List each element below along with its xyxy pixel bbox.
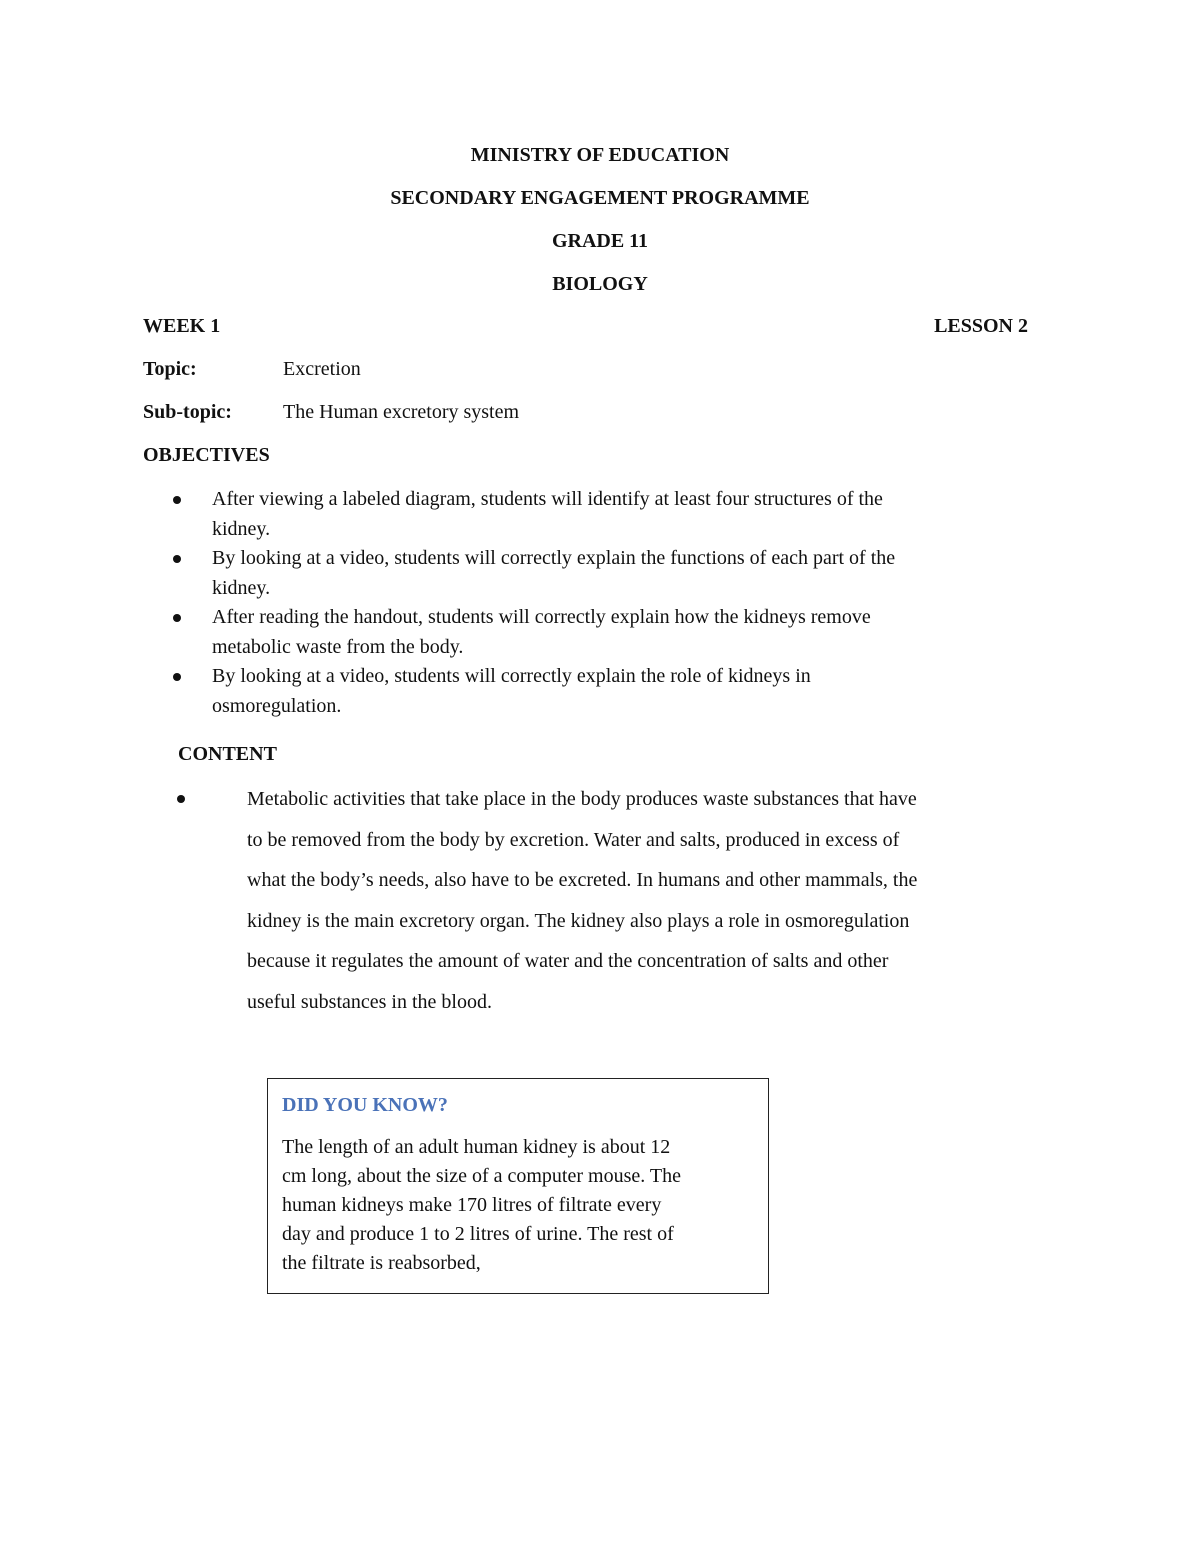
- objective-line: After viewing a labeled diagram, students will identify at least four structures of the: [212, 488, 883, 510]
- bullet-icon: [173, 673, 181, 681]
- content-line: useful substances in the blood.: [247, 990, 492, 1013]
- objectives-heading: OBJECTIVES: [143, 444, 270, 466]
- did-you-know-line: human kidneys make 170 litres of filtrate every: [282, 1194, 662, 1216]
- did-you-know-line: day and produce 1 to 2 litres of urine. The rest of: [282, 1223, 674, 1245]
- subtopic-row: [143, 400, 232, 424]
- objective-line: kidney.: [212, 517, 271, 540]
- did-you-know-body: [282, 1133, 756, 1278]
- content-line: what the body’s needs, also have to be excreted. In humans and other mammals, the: [247, 869, 918, 892]
- subtopic-value: The Human excretory system: [283, 401, 520, 423]
- objectives-list: [212, 485, 1042, 721]
- did-you-know-box: [267, 1078, 769, 1294]
- list-item: [212, 485, 1042, 544]
- ministry-title: MINISTRY OF EDUCATION: [470, 144, 730, 166]
- content-line: kidney is the main excretory organ. The kidney also plays a role in osmoregulation: [247, 909, 910, 932]
- did-you-know-line: cm long, about the size of a computer mouse. The: [282, 1165, 681, 1187]
- topic-row: [143, 357, 197, 381]
- did-you-know-line: the filtrate is reabsorbed,: [282, 1252, 481, 1274]
- objective-line: kidney.: [212, 576, 271, 599]
- content-line: because it regulates the amount of water and the concentration of salts and other: [247, 950, 889, 973]
- topic-label: Topic:: [143, 358, 197, 380]
- bullet-icon: [173, 496, 181, 504]
- programme-title: SECONDARY ENGAGEMENT PROGRAMME: [390, 187, 810, 209]
- did-you-know-line: The length of an adult human kidney is about 12: [282, 1136, 671, 1158]
- lesson-label: LESSON 2: [934, 315, 1028, 337]
- week-label: WEEK 1: [143, 315, 221, 337]
- list-item: [212, 662, 1042, 721]
- objective-line: By looking at a video, students will correctly explain the functions of each part of the: [212, 547, 896, 569]
- subject-title: BIOLOGY: [552, 273, 648, 295]
- list-item: [247, 779, 1067, 1023]
- bullet-icon: [173, 614, 181, 622]
- objective-line: By looking at a video, students will correctly explain the role of kidneys in: [212, 665, 811, 687]
- content-line: to be removed from the body by excretion. Water and salts, produced in excess of: [247, 828, 900, 851]
- list-item: [212, 544, 1042, 603]
- content-list: [247, 779, 1067, 1023]
- content-line: Metabolic activities that take place in the body produces waste substances that have: [247, 788, 917, 810]
- list-item: [212, 603, 1042, 662]
- bullet-icon: [173, 555, 181, 563]
- grade-title: GRADE 11: [551, 230, 649, 252]
- did-you-know-heading: DID YOU KNOW?: [282, 1094, 448, 1116]
- objective-line: metabolic waste from the body.: [212, 635, 464, 658]
- subtopic-label: Sub-topic:: [143, 401, 232, 423]
- objective-line: osmoregulation.: [212, 694, 342, 717]
- bullet-icon: [177, 795, 185, 803]
- topic-value: Excretion: [283, 358, 361, 380]
- objective-line: After reading the handout, students will correctly explain how the kidneys remove: [212, 606, 871, 628]
- content-heading: CONTENT: [178, 743, 277, 765]
